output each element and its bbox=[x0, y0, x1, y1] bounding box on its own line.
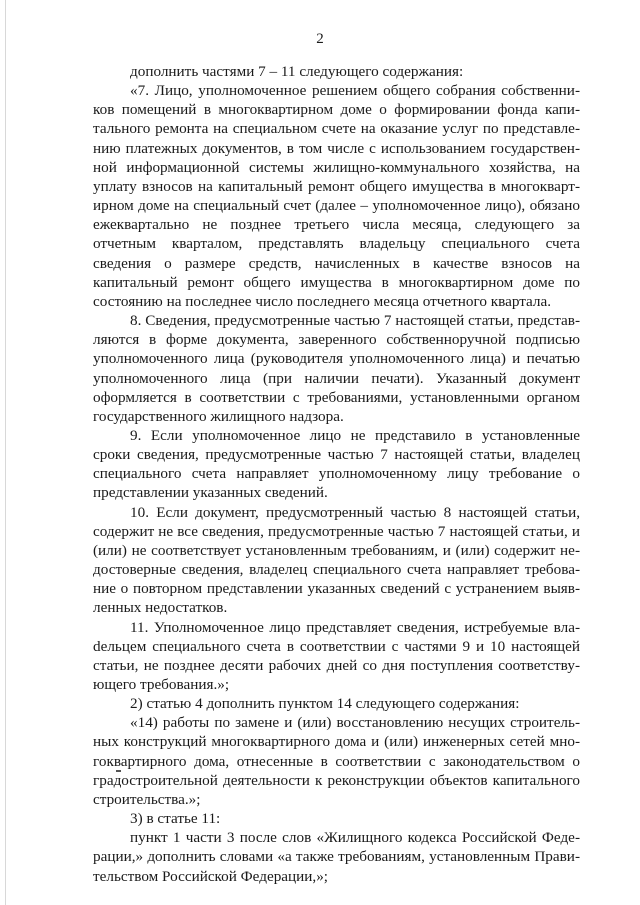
paragraph-point-1: пункт 1 части 3 после слов «Жилищного кодекса Российской Федерации,» дополнить словами «а также требованиям, установленным Правительством Российской Федерации,»; bbox=[93, 829, 580, 885]
paragraph-part-7: «7. Лицо, уполномоченное решением общего собрания собственников помещений в многоквартирном доме о формировании фонда капитального ремонта на специальном счете на оказание услуг по представлению платежных документов, в том числе с использованием государственной информационной системы жилищно-коммунального хозяйства, на уплату взносов на капитальный ремонт общего имущества в многоквартирном доме на специальный счет (далее – уполномоченное лицо), обязано ежеквартально не позднее третьего числа месяца, следующего за отчетным кварталом, представлять владельцу специального счета сведения о размере средств, начисленных в качестве взносов на капитальный ремонт общего имущества в многоквартирном доме по состоянию на последнее число последнего месяца отчетного квартала. bbox=[93, 82, 580, 310]
scan-edge-line bbox=[5, 0, 6, 905]
paragraph-item-2: 2) статью 4 дополнить пунктом 14 следующего содержания: bbox=[130, 695, 520, 713]
paragraph-item-14: «14) работы по замене и (или) восстановлению несущих строительных конструкций многоквартирного дома и (или) инженерных сетей многоквартирного дома, отнесенные в соответствии с законодательством о градостроительной деятельности к реконструкции объектов капитального строительства.»; bbox=[93, 714, 580, 808]
paragraph-part-11: 11. Уполномоченное лицо представляет сведения, истребуемые влаdельцем специального счета в соответствии с частями 9 и 10 настоящей статьи, не позднее десяти рабочих дней со дня поступления соответствующего требования.»; bbox=[93, 618, 580, 693]
paragraph-part-9: 9. Если уполномоченное лицо не представило в установленные сроки сведения, предусмотренные частью 7 настоящей статьи, владелец специального счета направляет уполномоченному лицу требование о представлении указанных сведений. bbox=[93, 426, 580, 502]
document-body bbox=[93, 62, 580, 886]
paragraph-part-10: 10. Если документ, предусмотренный частью 8 настоящей статьи, содержит не все сведения, предусмотренные частью 7 настоящей статьи, и (или) не соответствует установленным требованиям, и (или) содержит недостоверные сведения, владелец специального счета направляет требование о повторном представлении указанных сведений с устранением выявленных недостатков. bbox=[93, 503, 580, 617]
paragraph-part-8: 8. Сведения, предусмотренные частью 7 настоящей статьи, представляются в форме документа, заверенного собственноручной подписью уполномоченного лица (руководителя уполномоченного лица) и печатью уполномоченного лица (при наличии печати). Указанный документ оформляется в соответствии с требованиями, установленными органом государственного жилищного надзора. bbox=[93, 312, 580, 425]
paragraph-intro: дополнить частями 7 – 11 следующего содержания: bbox=[130, 63, 464, 80]
paragraph-item-3: 3) в статье 11: bbox=[130, 810, 221, 828]
page-number: 2 bbox=[316, 31, 324, 47]
